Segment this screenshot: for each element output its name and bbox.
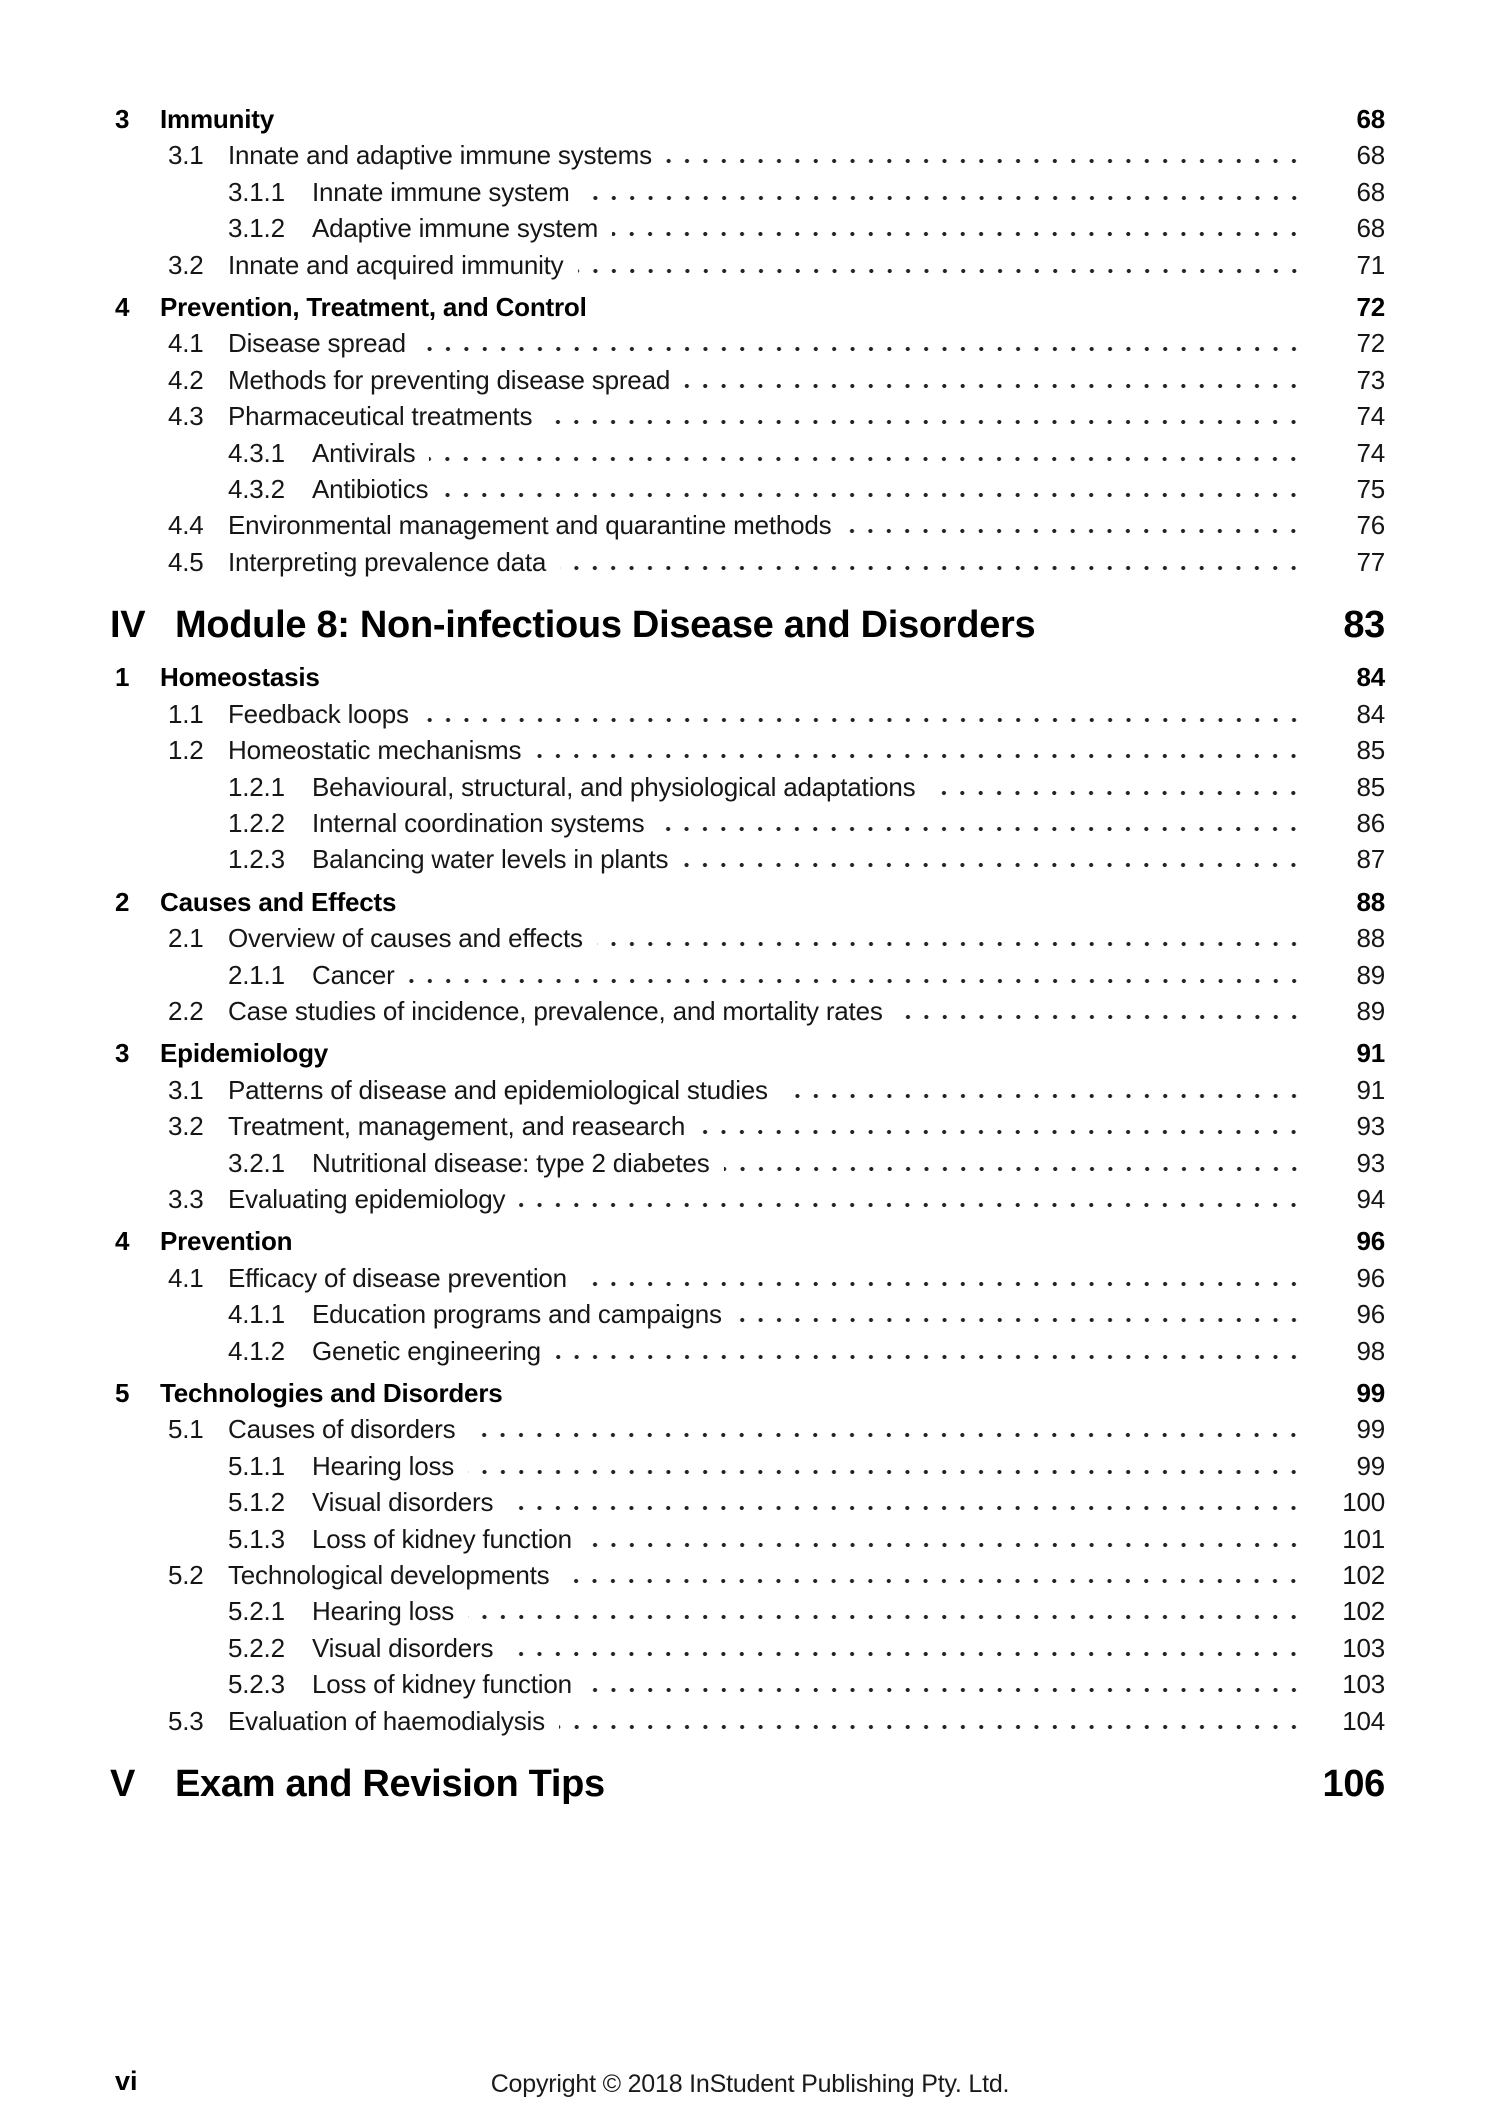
toc-entry-number: 1.1 [168, 698, 204, 729]
toc-entry-section-1.1 [0, 696, 1385, 732]
dot-leader [699, 1129, 1303, 1135]
toc-entry-part-iv [0, 602, 1385, 648]
toc-entry-page: 84 [1356, 662, 1385, 693]
toc-entry-title: Case studies of incidence, prevalence, and mortality rates [228, 995, 883, 1026]
toc-entry-section-5.3 [0, 1703, 1385, 1739]
dot-leader [563, 1578, 1303, 1584]
dot-leader [420, 346, 1303, 352]
toc-entry-number: 2.1.1 [228, 959, 285, 990]
toc-entry-number: V [110, 1763, 136, 1806]
toc-entry-title: Causes of disorders [228, 1414, 456, 1445]
toc-entry-page: 72 [1356, 328, 1385, 359]
toc-entry-number: 3.1.2 [228, 213, 285, 244]
dot-leader [288, 122, 1303, 128]
toc-entry-title: Module 8: Non-infectious Disease and Disorders [175, 604, 1036, 647]
toc-entry-subsection-5.1.3 [0, 1521, 1385, 1557]
toc-entry-title: Loss of kidney function [312, 1669, 572, 1700]
dot-leader [601, 310, 1303, 316]
dot-leader [410, 905, 1303, 911]
toc-entry-subsection-4.3.2 [0, 471, 1385, 507]
toc-entry-title: Methods for preventing disease spread [228, 364, 671, 395]
toc-entry-title: Causes and Effects [160, 886, 397, 917]
toc-entry-number: 5.1.1 [228, 1450, 285, 1481]
toc-entry-number: 5.2.3 [228, 1669, 285, 1700]
toc-entry-title: Homeostatic mechanisms [228, 735, 522, 766]
toc-entry-page: 85 [1356, 771, 1385, 802]
toc-entry-number: 5.3 [168, 1705, 204, 1736]
toc-entry-title: Immunity [160, 104, 274, 134]
toc-entry-number: 5.1.2 [228, 1487, 285, 1518]
toc-entry-number: 3.1 [168, 1074, 204, 1105]
toc-entry-number: 1.2 [168, 735, 204, 766]
toc-entry-title: Genetic engineering [312, 1335, 541, 1366]
toc-entry-number: 4.3.1 [228, 437, 285, 468]
toc-entry-page: 91 [1356, 1074, 1385, 1105]
dot-leader [684, 383, 1303, 389]
toc-entry-number: 1.2.1 [228, 771, 285, 802]
dot-leader [782, 1093, 1303, 1099]
toc-entry-section-4.2 [0, 362, 1385, 398]
toc-entry-title: Patterns of disease and epidemiological studies [228, 1074, 768, 1105]
toc-entry-chapter-5 [0, 1375, 1385, 1411]
toc-entry-title: Evaluating epidemiology [228, 1183, 506, 1214]
dot-leader [724, 1166, 1304, 1172]
toc-entry-title: Disease spread [228, 328, 406, 359]
toc-entry-section-3.3 [0, 1181, 1385, 1217]
toc-entry-title: Adaptive immune system [312, 213, 599, 244]
toc-entry-number: 1.2.2 [228, 807, 285, 838]
toc-entry-chapter-4 [0, 289, 1385, 325]
toc-entry-title: Nutritional disease: type 2 diabetes [312, 1147, 710, 1178]
toc-entry-page: 68 [1356, 176, 1385, 207]
toc-entry-title: Epidemiology [160, 1038, 329, 1069]
toc-entry-subsection-5.1.1 [0, 1448, 1385, 1484]
toc-entry-page: 103 [1342, 1669, 1385, 1700]
toc-entry-page: 104 [1342, 1705, 1385, 1736]
dot-leader [468, 1469, 1303, 1475]
toc-entry-title: Technological developments [228, 1560, 550, 1591]
toc-entry-page: 103 [1342, 1632, 1385, 1663]
dot-leader [586, 1687, 1303, 1693]
toc-entry-page: 102 [1342, 1596, 1385, 1627]
toc-entry-title: Behavioural, structural, and physiological adaptations [312, 771, 916, 802]
dot-leader [612, 231, 1303, 237]
toc-entry-page: 87 [1356, 844, 1385, 875]
toc-entry-number: 4.5 [168, 546, 204, 577]
dot-leader [929, 790, 1303, 796]
toc-entry-number: IV [110, 604, 146, 647]
dot-leader [429, 456, 1303, 462]
dot-leader [597, 941, 1303, 947]
dot-leader [442, 492, 1303, 498]
toc-entry-title: Cancer [312, 959, 395, 990]
toc-entry-page: 96 [1356, 1262, 1385, 1293]
toc-entry-title: Prevention, Treatment, and Control [160, 292, 587, 323]
toc-entry-page: 68 [1356, 213, 1385, 244]
toc-entry-subsection-4.3.1 [0, 435, 1385, 471]
toc-entry-number: 4.3 [168, 401, 204, 432]
toc-entry-section-1.2 [0, 732, 1385, 768]
toc-entry-title: Treatment, management, and reasearch [228, 1111, 686, 1142]
toc-entry-title: Visual disorders [312, 1632, 494, 1663]
dot-leader [519, 1202, 1303, 1208]
dot-leader [555, 1354, 1303, 1360]
toc-entry-title: Visual disorders [312, 1487, 494, 1518]
toc-entry-title: Efficacy of disease prevention [228, 1262, 567, 1293]
toc-entry-page: 68 [1356, 104, 1385, 134]
toc-entry-section-4.1 [0, 1260, 1385, 1296]
toc-entry-number: 4.1.2 [228, 1335, 285, 1366]
toc-entry-chapter-1 [0, 659, 1385, 695]
toc-entry-number: 3.2 [168, 249, 204, 280]
toc-entry-number: 3.2.1 [228, 1147, 285, 1178]
toc-entry-chapter-4 [0, 1223, 1385, 1259]
toc-entry-number: 5.2.1 [228, 1596, 285, 1627]
toc-entry-title: Loss of kidney function [312, 1523, 572, 1554]
toc-entry-subsection-5.1.2 [0, 1484, 1385, 1520]
dot-leader [306, 1244, 1303, 1250]
toc-entry-number: 5.2 [168, 1560, 204, 1591]
toc-entry-page: 68 [1356, 140, 1385, 171]
toc-entry-section-3.1 [0, 1072, 1385, 1108]
toc-entry-subsection-2.1.1 [0, 957, 1385, 993]
toc-entry-section-3.2 [0, 247, 1385, 283]
toc-entry-number: 5.1.3 [228, 1523, 285, 1554]
toc-entry-section-2.1 [0, 920, 1385, 956]
toc-entry-title: Feedback loops [228, 698, 409, 729]
toc-entry-page: 77 [1356, 546, 1385, 577]
toc-entry-number: 4 [115, 292, 130, 323]
toc-entry-section-4.5 [0, 544, 1385, 580]
dot-leader [559, 1724, 1303, 1730]
toc-entry-subsection-1.2.1 [0, 769, 1385, 805]
toc-entry-title: Hearing loss [312, 1450, 455, 1481]
dot-leader [342, 1056, 1303, 1062]
toc-entry-section-3.1 [0, 137, 1385, 173]
toc-entry-number: 4 [115, 1226, 130, 1257]
toc-entry-page: 88 [1356, 923, 1385, 954]
toc-entry-number: 3.3 [168, 1183, 204, 1214]
toc-entry-number: 3.1.1 [228, 176, 285, 207]
dot-leader [334, 680, 1303, 686]
toc-entry-chapter-3 [0, 1035, 1385, 1071]
toc-entry-title: Internal coordination systems [312, 807, 645, 838]
toc-entry-page: 93 [1356, 1147, 1385, 1178]
toc-entry-number: 4.1 [168, 328, 204, 359]
dot-leader [658, 826, 1303, 832]
toc-entry-page: 71 [1356, 249, 1385, 280]
toc-entry-title: Homeostasis [160, 662, 320, 693]
toc-entry-page: 74 [1356, 401, 1385, 432]
toc-entry-page: 76 [1356, 510, 1385, 541]
toc-entry-page: 96 [1356, 1299, 1385, 1330]
dot-leader [578, 268, 1304, 274]
toc-entry-subsection-3.1.2 [0, 210, 1385, 246]
dot-leader [560, 565, 1303, 571]
toc-entry-number: 4.4 [168, 510, 204, 541]
toc-entry-page: 93 [1356, 1111, 1385, 1142]
toc-entry-page: 89 [1356, 959, 1385, 990]
toc-entry-title: Pharmaceutical treatments [228, 401, 533, 432]
toc-entry-number: 2 [115, 886, 130, 917]
toc-entry-number: 1 [115, 662, 130, 693]
toc-entry-title: Prevention [160, 1226, 293, 1257]
toc-entry-number: 2.2 [168, 995, 204, 1026]
toc-entry-subsection-4.1.1 [0, 1296, 1385, 1332]
toc-entry-title: Environmental management and quarantine methods [228, 510, 832, 541]
toc-entry-page: 83 [1343, 604, 1385, 647]
toc-entry-title: Education programs and campaigns [312, 1299, 722, 1330]
folio-page-number: vi [115, 2066, 138, 2096]
toc-entry-subsection-3.1.1 [0, 174, 1385, 210]
toc-entry-page: 89 [1356, 995, 1385, 1026]
toc-entry-page: 91 [1356, 1038, 1385, 1069]
toc-entry-part-v [0, 1761, 1385, 1807]
dot-leader [666, 158, 1303, 164]
toc-entry-number: 3.1 [168, 140, 204, 171]
toc-entry-title: Antivirals [312, 437, 416, 468]
toc-entry-section-5.1 [0, 1411, 1385, 1447]
dot-leader [1049, 631, 1303, 637]
dot-leader [507, 1651, 1303, 1657]
toc-entry-section-2.2 [0, 993, 1385, 1029]
toc-entry-page: 84 [1356, 698, 1385, 729]
dot-leader [682, 862, 1303, 868]
toc-entry-section-5.2 [0, 1557, 1385, 1593]
toc-entry-number: 3 [115, 104, 130, 134]
copyright-notice: Copyright © 2018 InStudent Publishing Pty. Ltd. [490, 2070, 1010, 2098]
toc-entry-title: Innate immune system [312, 176, 570, 207]
dot-leader [517, 1396, 1304, 1402]
toc-entry-title: Technologies and Disorders [160, 1378, 503, 1408]
toc-entry-page: 85 [1356, 735, 1385, 766]
toc-entry-page: 100 [1342, 1487, 1385, 1518]
dot-leader [736, 1317, 1303, 1323]
toc-entry-section-3.2 [0, 1108, 1385, 1144]
toc-entry-number: 5 [115, 1378, 130, 1408]
toc-entry-page: 86 [1356, 807, 1385, 838]
toc-entry-title: Interpreting prevalence data [228, 546, 547, 577]
toc-entry-title: Overview of causes and effects [228, 923, 583, 954]
toc-entry-subsection-1.2.2 [0, 805, 1385, 841]
toc-entry-page: 74 [1356, 437, 1385, 468]
toc-entry-page: 73 [1356, 364, 1385, 395]
toc-entry-section-4.3 [0, 398, 1385, 434]
toc-entry-number: 3 [115, 1038, 130, 1069]
toc-entry-number: 5.2.2 [228, 1632, 285, 1663]
toc-entry-number: 5.1 [168, 1414, 204, 1445]
dot-leader [546, 419, 1303, 425]
toc-entry-title: Innate and acquired immunity [228, 249, 564, 280]
toc-entry-page: 96 [1356, 1226, 1385, 1257]
dot-leader [468, 1614, 1303, 1620]
toc-entry-page: 102 [1342, 1560, 1385, 1591]
toc-entry-section-4.4 [0, 507, 1385, 543]
toc-entry-page: 101 [1342, 1523, 1385, 1554]
toc-entry-section-4.1 [0, 325, 1385, 361]
toc-entry-page: 99 [1356, 1378, 1385, 1408]
toc-entry-subsection-1.2.3 [0, 841, 1385, 877]
dot-leader [584, 195, 1303, 201]
toc-entry-chapter-2 [0, 884, 1385, 920]
toc-entry-title: Evaluation of haemodialysis [228, 1705, 545, 1736]
toc-entry-page: 98 [1356, 1335, 1385, 1366]
toc-entry-subsection-5.2.2 [0, 1630, 1385, 1666]
toc-entry-page: 72 [1356, 292, 1385, 323]
dot-leader [586, 1542, 1303, 1548]
toc-entry-number: 4.1.1 [228, 1299, 285, 1330]
toc-entry-page: 99 [1356, 1450, 1385, 1481]
dot-leader [897, 1014, 1303, 1020]
toc-entry-title: Hearing loss [312, 1596, 455, 1627]
dot-leader [535, 753, 1303, 759]
dot-leader [423, 717, 1303, 723]
toc-entry-number: 4.3.2 [228, 474, 285, 505]
toc-entry-chapter-3 [0, 101, 1385, 137]
toc-entry-page: 99 [1356, 1414, 1385, 1445]
toc-entry-subsection-3.2.1 [0, 1145, 1385, 1181]
toc-entry-subsection-5.2.3 [0, 1666, 1385, 1702]
toc-entry-page: 88 [1356, 886, 1385, 917]
dot-leader [581, 1281, 1303, 1287]
dot-leader [845, 528, 1303, 534]
toc-entry-subsection-5.2.1 [0, 1593, 1385, 1629]
dot-leader [469, 1432, 1303, 1438]
toc-entry-page: 75 [1356, 474, 1385, 505]
toc-entry-number: 3.2 [168, 1111, 204, 1142]
toc-entry-number: 4.2 [168, 364, 204, 395]
dot-leader [507, 1505, 1303, 1511]
toc-entry-title: Balancing water levels in plants [312, 844, 669, 875]
toc-entry-title: Exam and Revision Tips [175, 1763, 605, 1806]
toc-entry-title: Antibiotics [312, 474, 429, 505]
toc-entry-number: 4.1 [168, 1262, 204, 1293]
dot-leader [409, 978, 1303, 984]
toc-entry-number: 1.2.3 [228, 844, 285, 875]
toc-entry-number: 2.1 [168, 923, 204, 954]
dot-leader [619, 1790, 1303, 1796]
toc-entry-title: Innate and adaptive immune systems [228, 140, 652, 171]
toc-entry-page: 94 [1356, 1183, 1385, 1214]
toc-entry-page: 106 [1322, 1763, 1385, 1806]
toc-entry-subsection-4.1.2 [0, 1333, 1385, 1369]
